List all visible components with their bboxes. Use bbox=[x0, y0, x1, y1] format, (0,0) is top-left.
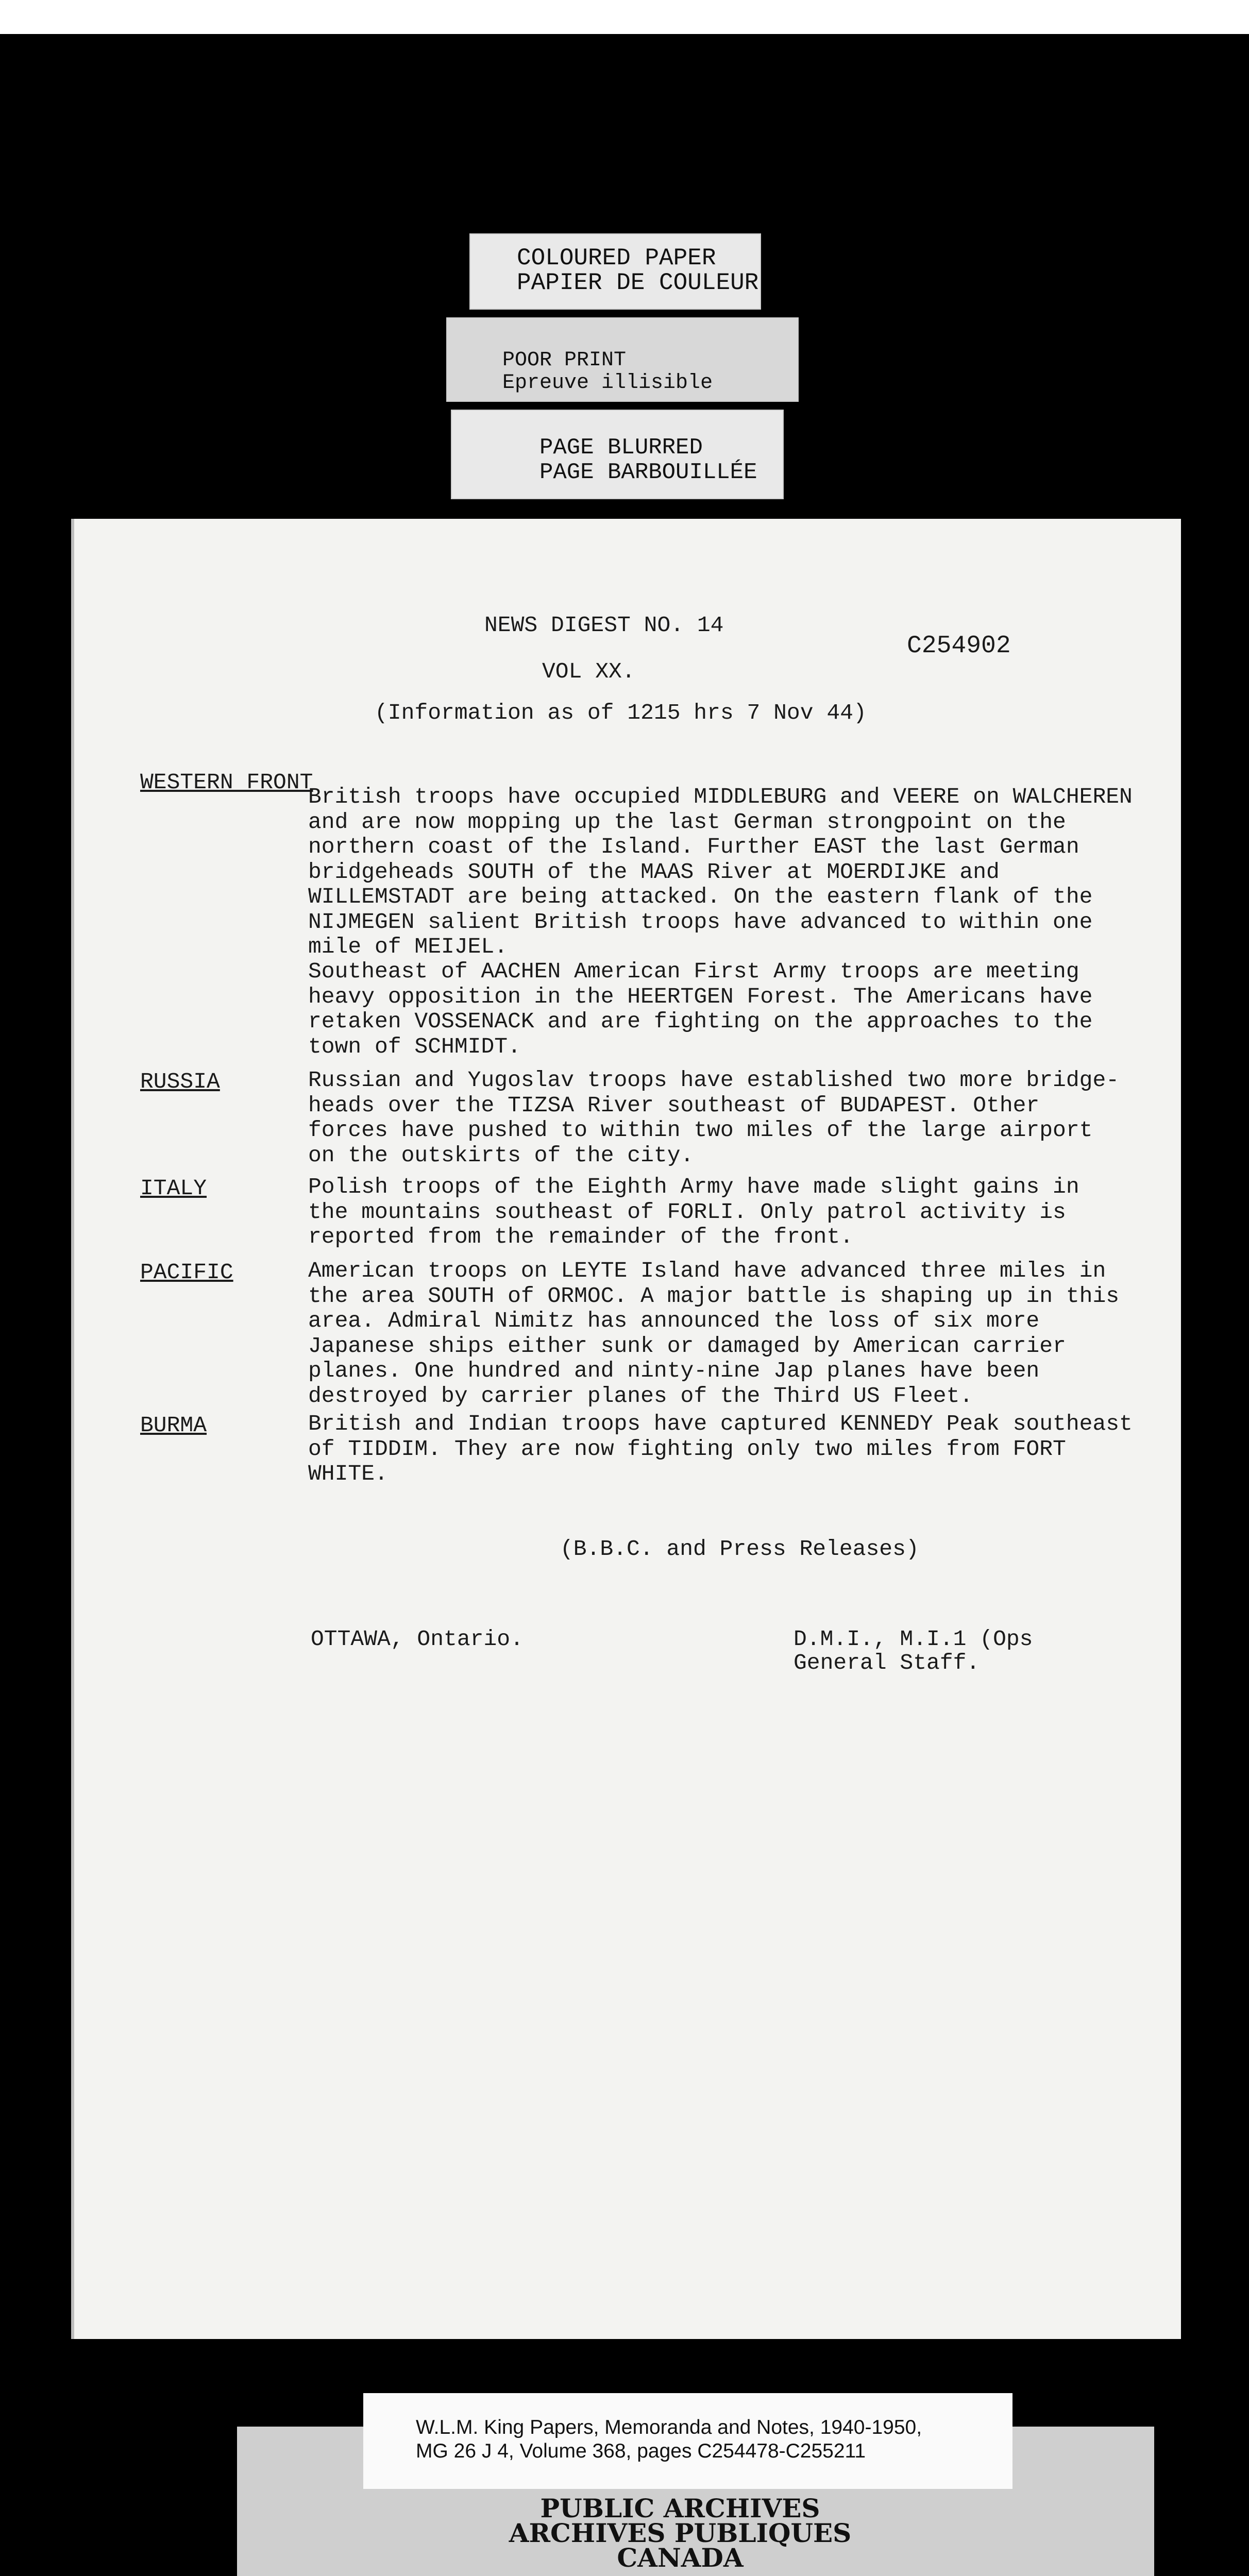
text-line: Southeast of AACHEN American First Army troops are meeting bbox=[308, 959, 1079, 984]
stamp-line: COLOURED PAPER bbox=[517, 245, 716, 272]
section-heading-western-front: WESTERN FRONT bbox=[140, 770, 313, 795]
text-line: planes. One hundred and ninty-nine Jap planes have been bbox=[308, 1358, 1040, 1383]
text-line: the area SOUTH of ORMOC. A major battle is shaping up in this bbox=[308, 1283, 1120, 1309]
paragraph-western-front-2 bbox=[308, 959, 1092, 1059]
stamp-line: PAPIER DE COULEUR bbox=[517, 269, 759, 296]
page-blurred-stamp bbox=[451, 410, 784, 499]
text-line: area. Admiral Nimitz has announced the loss of six more bbox=[308, 1308, 1040, 1333]
stamp-line: POOR PRINT bbox=[502, 349, 627, 372]
digest-title: NEWS DIGEST NO. 14 bbox=[484, 613, 724, 638]
text-line: NIJMEGEN salient British troops have advanced to within one bbox=[308, 909, 1093, 935]
citation-line: W.L.M. King Papers, Memoranda and Notes, 1940-1950, bbox=[416, 2416, 922, 2438]
stamp-line: CANADA bbox=[617, 2543, 744, 2573]
text-line: American troops on LEYTE Island have advanced three miles in bbox=[308, 1258, 1106, 1283]
coloured-paper-stamp bbox=[469, 233, 761, 310]
text-line: heavy opposition in the HEERTGEN Forest. The Americans have bbox=[308, 984, 1093, 1009]
section-heading-burma: BURMA bbox=[140, 1413, 207, 1438]
public-archives-stamp bbox=[464, 2493, 897, 2573]
text-line: and are now mopping up the last German strongpoint on the bbox=[308, 809, 1066, 835]
poor-print-stamp bbox=[446, 317, 799, 402]
volume-label: VOL XX. bbox=[542, 659, 635, 684]
text-line: Russian and Yugoslav troops have established two more bridge- bbox=[308, 1067, 1120, 1093]
place-line: OTTAWA, Ontario. bbox=[311, 1626, 524, 1652]
document-reference: C254902 bbox=[907, 632, 1011, 660]
section-heading-italy: ITALY bbox=[140, 1176, 207, 1201]
text-line: mile of MEIJEL. bbox=[308, 934, 508, 959]
citation-line: MG 26 J 4, Volume 368, pages C254478-C255211 bbox=[416, 2440, 866, 2462]
text-line: forces have pushed to within two miles of the large airport bbox=[308, 1117, 1093, 1143]
text-line: destroyed by carrier planes of the Third US Fleet. bbox=[308, 1383, 973, 1409]
section-heading-pacific: PACIFIC bbox=[140, 1260, 233, 1285]
paragraph-pacific bbox=[308, 1259, 1119, 1409]
text-line: on the outskirts of the city. bbox=[308, 1142, 694, 1168]
source-line: (B.B.C. and Press Releases) bbox=[560, 1536, 919, 1562]
top-margin-strip bbox=[0, 0, 1249, 34]
paragraph-burma bbox=[308, 1412, 1133, 1487]
stamp-line: Epreuve illisible bbox=[502, 371, 713, 395]
signature-line-2: General Staff. bbox=[794, 1650, 980, 1675]
text-line: the mountains southeast of FORLI. Only patrol activity is bbox=[308, 1199, 1066, 1225]
paragraph-italy bbox=[308, 1175, 1079, 1250]
text-line: town of SCHMIDT. bbox=[308, 1033, 521, 1059]
information-date: (Information as of 1215 hrs 7 Nov 44) bbox=[375, 700, 867, 725]
archive-citation-card bbox=[363, 2393, 1012, 2489]
stamp-line: PAGE BLURRED bbox=[539, 435, 703, 461]
text-line: heads over the TIZSA River southeast of BUDAPEST. Other bbox=[308, 1092, 1040, 1118]
text-line: WHITE. bbox=[308, 1461, 388, 1486]
signature-line-1: D.M.I., M.I.1 (Ops bbox=[794, 1626, 1033, 1652]
section-heading-russia: RUSSIA bbox=[140, 1069, 220, 1094]
text-line: WILLEMSTADT are being attacked. On the eastern flank of the bbox=[308, 884, 1093, 909]
text-line: Polish troops of the Eighth Army have made slight gains in bbox=[308, 1174, 1079, 1199]
text-line: of TIDDIM. They are now fighting only two miles from FORT bbox=[308, 1436, 1066, 1462]
text-line: retaken VOSSENACK and are fighting on the approaches to the bbox=[308, 1009, 1093, 1034]
text-line: reported from the remainder of the front. bbox=[308, 1224, 853, 1249]
text-line: British and Indian troops have captured KENNEDY Peak southeast bbox=[308, 1411, 1133, 1436]
stamp-line: PAGE BARBOUILLÉE bbox=[539, 460, 757, 485]
text-line: bridgeheads SOUTH of the MAAS River at MOERDIJKE and bbox=[308, 859, 1000, 885]
stamp-line: PUBLIC ARCHIVES bbox=[540, 2493, 820, 2523]
stamp-line: ARCHIVES PUBLIQUES bbox=[509, 2518, 852, 2548]
text-line: northern coast of the Island. Further EAST the last German bbox=[308, 834, 1079, 859]
text-line: British troops have occupied MIDDLEBURG and VEERE on WALCHEREN bbox=[308, 784, 1133, 809]
paragraph-western-front-1 bbox=[308, 785, 1133, 960]
paragraph-russia bbox=[308, 1068, 1119, 1168]
text-line: Japanese ships either sunk or damaged by American carrier bbox=[308, 1333, 1066, 1359]
